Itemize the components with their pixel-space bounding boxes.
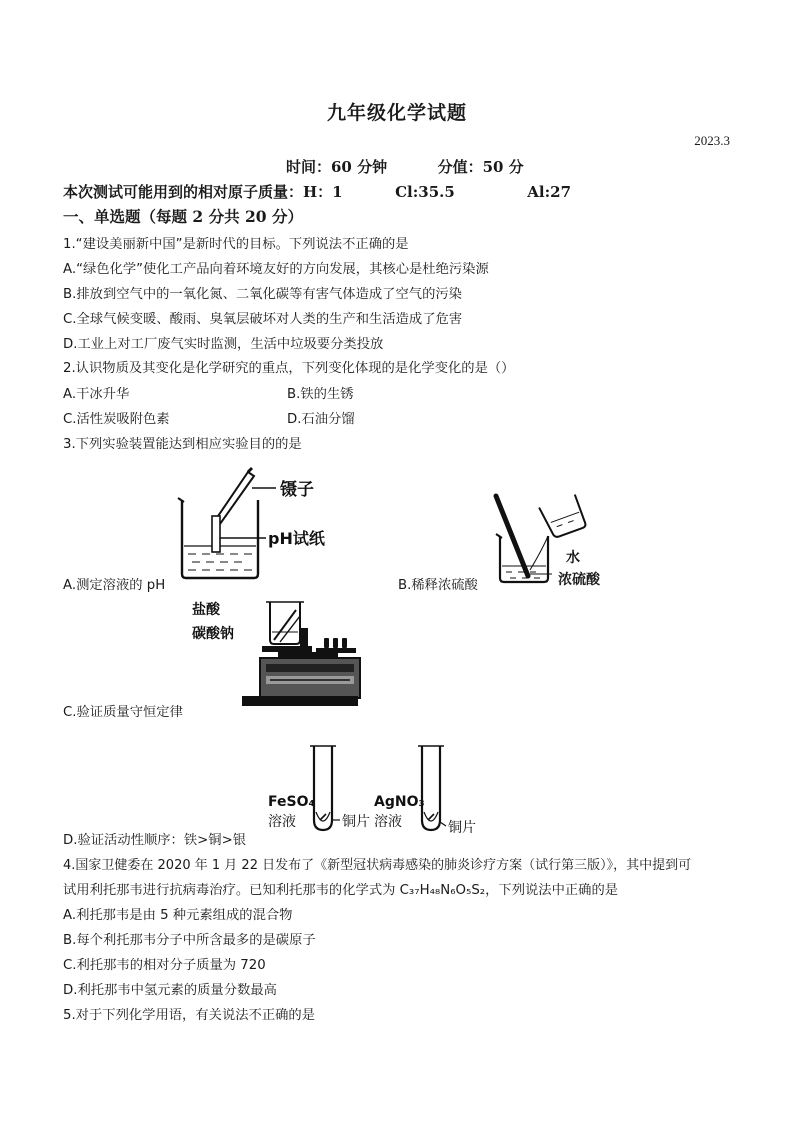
label-water: 水 — [566, 550, 580, 566]
q1-option-a: A.“绿色化学”使化工产品向着环境友好的方向发展，其核心是杜绝污染源 — [63, 262, 489, 277]
section-heading: 一、单选题（每题 2 分共 20 分） — [63, 207, 303, 226]
q3-option-a: A.测定溶液的 pH — [63, 578, 166, 593]
q3-option-d: D.验证活动性顺序：铁>铜>银 — [63, 833, 247, 848]
exam-time-score — [286, 156, 524, 177]
mass-cl: Cl:35.5 — [395, 183, 455, 201]
q2-option-b: B.铁的生锈 — [287, 387, 354, 402]
q2-stem: 2.认识物质及其变化是化学研究的重点，下列变化体现的是化学变化的是（） — [63, 361, 515, 376]
q3-option-c: C.验证质量守恒定律 — [63, 705, 183, 720]
q2-option-d: D.石油分馏 — [287, 412, 355, 427]
label-tweezers: 镊子 — [280, 480, 314, 500]
q5-stem: 5.对于下列化学用语，有关说法不正确的是 — [63, 1008, 316, 1023]
q4-option-a: A.利托那韦是由 5 种元素组成的混合物 — [63, 908, 293, 923]
q4-stem-line2: 试用利托那韦进行抗病毒治疗。已知利托那韦的化学式为 C₃₇H₄₈N₆O₅S₂，下列说法中正确的是 — [63, 883, 619, 898]
label-ph-paper: pH试纸 — [268, 529, 325, 548]
q4-option-c: C.利托那韦的相对分子质量为 720 — [63, 958, 266, 973]
exam-title: 九年级化学试题 — [326, 102, 467, 124]
exam-time: 时间：60 分钟 — [286, 158, 388, 176]
figure-ph-test — [170, 462, 360, 582]
figure-balance — [192, 596, 362, 708]
mass-h: 本次测试可能用到的相对原子质量：H：1 — [63, 183, 343, 201]
label-agno3: AgNO₃ — [374, 794, 425, 810]
label-left-copper: 铜片 — [342, 814, 370, 830]
exam-score: 分值：50 分 — [437, 158, 524, 176]
q3-option-b: B.稀释浓硫酸 — [398, 578, 478, 593]
atomic-masses — [63, 181, 571, 202]
q3-stem: 3.下列实验装置能达到相应实验目的的是 — [63, 437, 302, 452]
q2-option-c: C.活性炭吸附色素 — [63, 412, 170, 427]
label-conc-acid: 浓硫酸 — [558, 572, 600, 588]
q1-option-b: B.排放到空气中的一氧化氮、二氧化碳等有害气体造成了空气的污染 — [63, 287, 462, 302]
label-left-solution: 溶液 — [268, 814, 296, 830]
label-right-copper: 铜片 — [448, 820, 476, 834]
q4-option-d: D.利托那韦中氢元素的质量分数最高 — [63, 983, 277, 998]
exam-date: 2023.3 — [694, 133, 730, 148]
q4-stem-line1: 4.国家卫健委在 2020 年 1 月 22 日发布了《新型冠状病毒感染的肺炎诊疗方案（试行第三版）》，其中提到可 — [63, 858, 692, 873]
q2-option-a: A.干冰升华 — [63, 387, 130, 402]
q1-stem: 1.“建设美丽新中国”是新时代的目标。下列说法不正确的是 — [63, 237, 409, 252]
label-na2co3: 碳酸钠 — [192, 626, 234, 642]
q1-option-c: C.全球气候变暖、酸雨、臭氧层破坏对人类的生产和生活造成了危害 — [63, 312, 463, 327]
q1-option-d: D.工业上对工厂废气实时监测，生活中垃圾要分类投放 — [63, 337, 384, 352]
label-hcl: 盐酸 — [192, 602, 220, 618]
mass-al: Al:27 — [527, 183, 572, 201]
q4-option-b: B.每个利托那韦分子中所含最多的是碳原子 — [63, 933, 316, 948]
figure-test-tubes — [266, 742, 480, 834]
liquid-dashes — [188, 554, 252, 570]
label-right-solution: 溶液 — [374, 814, 402, 830]
label-feso4: FeSO₄ — [268, 794, 315, 810]
